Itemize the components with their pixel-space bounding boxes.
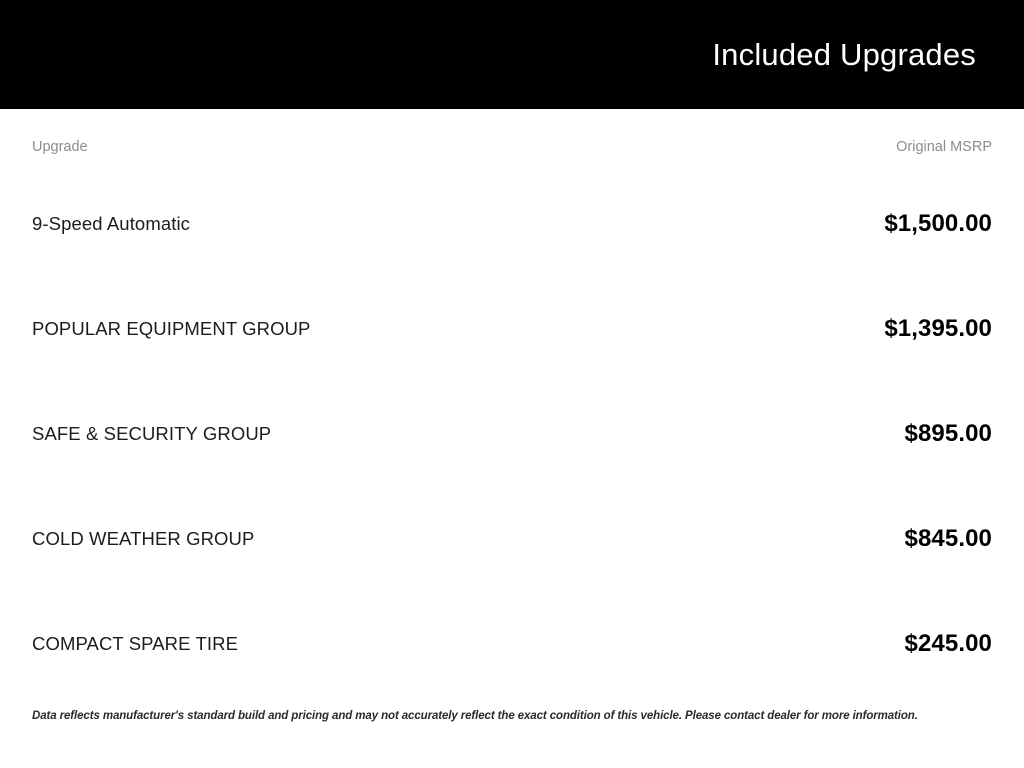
upgrade-name: POPULAR EQUIPMENT GROUP	[32, 317, 311, 339]
upgrade-price: $245.00	[904, 629, 992, 657]
footer-spacer	[32, 732, 992, 768]
upgrade-name: 9-Speed Automatic	[32, 212, 191, 234]
upgrade-price: $845.00	[904, 524, 992, 552]
upgrade-price: $1,395.00	[884, 314, 992, 342]
column-header-original-msrp: Original MSRP	[896, 139, 992, 155]
table-row	[32, 276, 992, 381]
page-title: Included Upgrades	[712, 37, 976, 72]
content-area	[0, 109, 1024, 768]
upgrades-list	[32, 171, 992, 696]
upgrade-price: $1,500.00	[884, 209, 992, 237]
upgrade-name: COMPACT SPARE TIRE	[32, 632, 239, 654]
upgrade-name: SAFE & SECURITY GROUP	[32, 422, 272, 444]
table-row	[32, 486, 992, 591]
table-column-headers	[32, 109, 992, 159]
table-row	[32, 171, 992, 276]
upgrade-name: COLD WEATHER GROUP	[32, 527, 255, 549]
table-row	[32, 381, 992, 486]
table-row	[32, 591, 992, 696]
column-header-upgrade: Upgrade	[32, 139, 88, 155]
disclaimer-text: Data reflects manufacturer's standard build and pricing and may not accurately reflect the exact condition of this vehicle. Please contact dealer for more information.	[32, 710, 918, 722]
upgrade-price: $895.00	[904, 419, 992, 447]
page-header	[0, 0, 1024, 109]
